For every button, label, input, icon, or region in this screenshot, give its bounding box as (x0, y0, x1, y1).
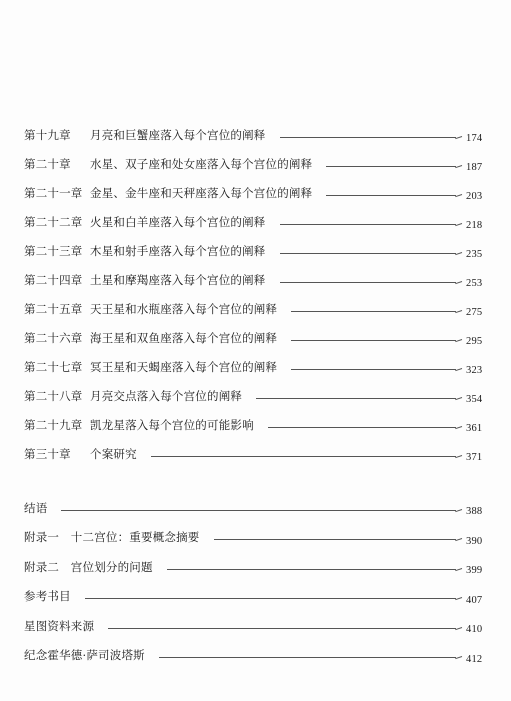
page-number: 354 (466, 394, 483, 405)
page-number: 253 (466, 278, 483, 289)
toc-entry[interactable] (24, 552, 490, 582)
chapter-title: 金星、金牛座和天秤座落入每个宫位的阐释 (90, 185, 313, 200)
page-number: 399 (466, 565, 483, 577)
chapter-number: 第二十七章 (24, 359, 83, 374)
chapter-title: 月亮和巨蟹座落入每个宫位的阐释 (90, 127, 266, 142)
chapter-title: 土星和摩羯座落入每个宫位的阐释 (90, 272, 266, 287)
leader-line (291, 361, 462, 373)
leader-line (159, 649, 462, 661)
page-number: 390 (466, 535, 483, 547)
leader-line (326, 158, 462, 170)
chapter-number: 第二十四章 (24, 272, 83, 287)
toc-chapter-list (24, 120, 490, 468)
chapter-title: 凯龙星落入每个宫位的可能影响 (90, 417, 254, 432)
leader-line (280, 216, 463, 228)
page-number: 323 (466, 365, 483, 376)
leader-line (280, 274, 463, 286)
toc-entry[interactable] (24, 611, 490, 641)
leader-line (167, 561, 462, 573)
chapter-number: 第二十二章 (24, 214, 83, 229)
toc-back-matter-list (24, 493, 490, 670)
toc-entry[interactable] (24, 582, 490, 612)
entry-title: 附录二 宫位划分的问题 (24, 559, 153, 574)
page-number: 187 (466, 162, 483, 173)
chapter-number: 第二十章 (24, 156, 71, 171)
page-number: 412 (466, 653, 483, 665)
page-number: 275 (466, 307, 483, 318)
leader-line (280, 129, 463, 141)
page-number: 174 (466, 133, 483, 144)
chapter-number: 第三十章 (24, 446, 71, 461)
toc-entry[interactable] (24, 265, 490, 294)
chapter-title: 水星、双子座和处女座落入每个宫位的阐释 (90, 156, 313, 171)
entry-title: 参考书目 (24, 589, 71, 604)
toc-entry[interactable] (24, 352, 490, 381)
entry-title: 结语 (24, 500, 48, 515)
page-number: 410 (466, 624, 483, 636)
leader-line (326, 187, 462, 199)
page-number: 361 (466, 423, 483, 434)
page-number: 203 (466, 191, 483, 202)
leader-line (108, 620, 462, 632)
chapter-title: 月亮交点落入每个宫位的阐释 (90, 388, 243, 403)
chapter-number: 第二十三章 (24, 243, 83, 258)
chapter-title: 个案研究 (90, 446, 137, 461)
toc-entry[interactable] (24, 439, 490, 468)
toc-entry[interactable] (24, 149, 490, 178)
page-number: 218 (466, 220, 483, 231)
chapter-title: 天王星和水瓶座落入每个宫位的阐释 (90, 301, 278, 316)
chapter-title: 木星和射手座落入每个宫位的阐释 (90, 243, 266, 258)
toc-entry[interactable] (24, 493, 490, 523)
entry-title: 附录一 十二宫位：重要概念摘要 (24, 530, 200, 545)
page-number: 235 (466, 249, 483, 260)
entry-title: 星图资料来源 (24, 618, 95, 633)
page-number: 371 (466, 452, 483, 463)
toc-entry[interactable] (24, 207, 490, 236)
toc-entry[interactable] (24, 641, 490, 671)
leader-line (280, 245, 463, 257)
chapter-number: 第二十六章 (24, 330, 83, 345)
entry-title: 纪念霍华德·萨司波塔斯 (24, 648, 145, 663)
leader-line (214, 531, 463, 543)
page-number: 407 (466, 594, 483, 606)
chapter-title: 冥王星和天蝎座落入每个宫位的阐释 (90, 359, 278, 374)
leader-line (291, 303, 462, 315)
leader-line (85, 590, 462, 602)
chapter-number: 第二十一章 (24, 185, 83, 200)
chapter-number: 第二十五章 (24, 301, 83, 316)
chapter-title: 海王星和双鱼座落入每个宫位的阐释 (90, 330, 278, 345)
toc-entry[interactable] (24, 523, 490, 553)
chapter-title: 火星和白羊座落入每个宫位的阐释 (90, 214, 266, 229)
toc-entry[interactable] (24, 120, 490, 149)
leader-line (256, 390, 462, 402)
toc-entry[interactable] (24, 410, 490, 439)
chapter-number: 第二十九章 (24, 417, 83, 432)
leader-line (291, 332, 462, 344)
toc-entry[interactable] (24, 381, 490, 410)
leader-line (268, 419, 462, 431)
chapter-number: 第二十八章 (24, 388, 83, 403)
leader-line (61, 502, 462, 514)
toc-entry[interactable] (24, 236, 490, 265)
toc-entry[interactable] (24, 178, 490, 207)
chapter-number: 第十九章 (24, 127, 71, 142)
toc-entry[interactable] (24, 323, 490, 352)
toc-entry[interactable] (24, 294, 490, 323)
leader-line (151, 448, 462, 460)
page-number: 388 (466, 506, 483, 518)
page-number: 295 (466, 336, 483, 347)
